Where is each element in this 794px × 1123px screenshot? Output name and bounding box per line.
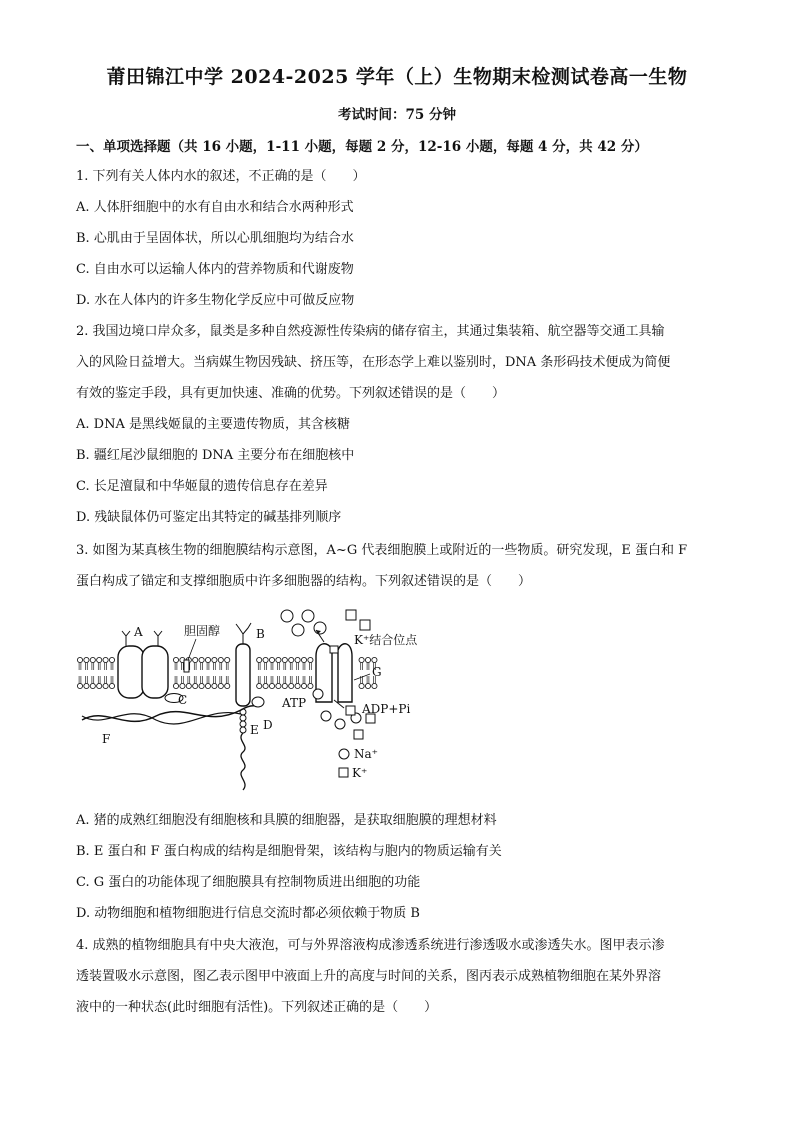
lipid-head-outer xyxy=(269,657,274,670)
lipid-head-outer xyxy=(301,657,306,670)
lipid-head-outer xyxy=(225,657,230,670)
label-f: F xyxy=(102,732,111,746)
lipid-head-inner xyxy=(276,676,281,689)
lipid-head-outer xyxy=(97,657,102,670)
lipid-head-outer xyxy=(289,657,294,670)
q3-stem-line1: 3. 如图为某真核生物的细胞膜结构示意图，A~G 代表细胞膜上或附近的一些物质。研究发现，E 蛋白和 F xyxy=(76,543,688,558)
lipid-head-outer xyxy=(103,657,108,670)
lipid-head-outer xyxy=(295,657,300,670)
label-k: K⁺ xyxy=(352,766,368,780)
lipid-head-inner xyxy=(295,676,300,689)
label-g: G xyxy=(372,665,382,679)
lipid-head-outer xyxy=(173,657,178,670)
q3-option-d: D. 动物细胞和植物细胞进行信息交流时都必须依赖于物质 B xyxy=(76,906,420,921)
lipid-head-inner xyxy=(282,676,287,689)
lipid-head-inner xyxy=(173,676,178,689)
label-atp: ATP xyxy=(282,696,307,710)
q1-option-d: D. 水在人体内的许多生物化学反应中可做反应物 xyxy=(76,293,355,308)
label-cholesterol: 胆固醇 xyxy=(184,624,221,638)
q2-option-c: C. 长足澶鼠和中华姬鼠的遗传信息存在差异 xyxy=(76,479,328,494)
label-c: C xyxy=(178,693,188,707)
lipid-head-outer xyxy=(84,657,89,670)
protein-a xyxy=(118,631,168,698)
q3-option-c: C. G 蛋白的功能体现了细胞膜具有控制物质进出细胞的功能 xyxy=(76,875,421,890)
lipid-head-inner xyxy=(84,676,89,689)
q4-stem-line2: 透装置吸水示意图，图乙表示图甲中液面上升的高度与时间的关系，图丙表示成熟植物细胞在某外界溶 xyxy=(76,969,662,984)
lipid-head-inner xyxy=(77,676,82,689)
lipid-head-inner xyxy=(205,676,210,689)
protein-b xyxy=(236,623,251,706)
label-e: E xyxy=(250,723,259,737)
lipid-head-inner xyxy=(269,676,274,689)
lipid-head-outer xyxy=(257,657,262,670)
lipid-head-inner xyxy=(90,676,95,689)
lipid-head-inner xyxy=(97,676,102,689)
q2-option-a: A. DNA 是黑线姬鼠的主要遗传物质，其含核糖 xyxy=(76,417,350,432)
q2-stem-line1: 2. 我国边境口岸众多，鼠类是多种自然疫源性传染病的储存宿主，其通过集装箱、航空器等交通工具输 xyxy=(76,324,665,339)
lipid-head-outer xyxy=(109,657,114,670)
lipid-head-outer xyxy=(205,657,210,670)
lipid-head-inner xyxy=(186,676,191,689)
protein-d xyxy=(252,697,264,707)
lipid-head-outer xyxy=(282,657,287,670)
label-d: D xyxy=(263,718,273,732)
q4-stem-line1: 4. 成熟的植物细胞具有中央大液泡，可与外界溶液构成渗透系统进行渗透吸水或渗透失水。图甲表示渗 xyxy=(76,938,665,953)
lipid-head-inner xyxy=(365,676,370,689)
lipid-head-inner xyxy=(225,676,230,689)
lipid-head-inner xyxy=(180,676,185,689)
q3-stem-line2: 蛋白构成了锚定和支撑细胞质中许多细胞器的结构。下列叙述错误的是（ ） xyxy=(76,574,532,589)
lipid-head-inner xyxy=(218,676,223,689)
q2-option-d: D. 残缺鼠体仍可鉴定出其特定的碱基排列顺序 xyxy=(76,510,342,525)
label-a: A xyxy=(134,625,143,639)
lipid-head-inner xyxy=(301,676,306,689)
lipid-head-outer xyxy=(276,657,281,670)
lipid-head-inner xyxy=(109,676,114,689)
exam-time: 考试时间：75 分钟 xyxy=(338,107,456,123)
lipid-head-outer xyxy=(263,657,268,670)
q2-stem-line2: 入的风险日益增大。当病媒生物因残缺、挤压等，在形态学上难以鉴别时，DNA 条形码技术便成为简便 xyxy=(76,355,671,370)
q1-option-b: B. 心肌由于呈固体状，所以心肌细胞均为结合水 xyxy=(76,231,354,246)
lipid-head-inner xyxy=(257,676,262,689)
lipid-head-inner xyxy=(199,676,204,689)
q1-option-c: C. 自由水可以运输人体内的营养物质和代谢废物 xyxy=(76,262,354,277)
lipid-head-outer xyxy=(359,657,364,670)
lipid-head-outer xyxy=(365,657,370,670)
cell-membrane-diagram xyxy=(76,602,456,797)
lipid-head-inner xyxy=(212,676,217,689)
q3-option-a: A. 猪的成熟红细胞没有细胞核和具膜的细胞器，是获取细胞膜的理想材料 xyxy=(76,813,497,828)
q1-option-a: A. 人体肝细胞中的水有自由水和结合水两种形式 xyxy=(76,200,354,215)
protein-g-pump xyxy=(313,644,352,702)
lipid-head-outer xyxy=(90,657,95,670)
q2-option-b: B. 疆红尾沙鼠细胞的 DNA 主要分布在细胞核中 xyxy=(76,448,355,463)
lipid-head-outer xyxy=(212,657,217,670)
section-title: 一、单项选择题（共 16 小题，1-11 小题，每题 2 分，12-16 小题，每题 4 分，共 42 分） xyxy=(76,139,648,155)
lipid-head-outer xyxy=(193,657,198,670)
lipid-head-inner xyxy=(193,676,198,689)
protein-e-chain xyxy=(240,709,246,790)
q1-stem: 1. 下列有关人体内水的叙述，不正确的是（ ） xyxy=(76,169,366,184)
exam-title: 莆田锦江中学 2024-2025 学年（上）生物期末检测试卷高一生物 xyxy=(106,66,688,88)
q2-stem-line3: 有效的鉴定手段，具有更加快速、准确的优势。下列叙述错误的是（ ） xyxy=(76,386,506,401)
cholesterol-molecule xyxy=(184,660,189,672)
q3-option-b: B. E 蛋白和 F 蛋白构成的结构是细胞骨架，该结构与胞内的物质运输有关 xyxy=(76,844,502,859)
lipid-head-inner xyxy=(289,676,294,689)
label-adp-pi: ADP+Pi xyxy=(362,702,411,716)
label-b: B xyxy=(256,627,265,641)
label-k-binding-site: K⁺结合位点 xyxy=(354,633,418,647)
q4-stem-line3: 液中的一种状态(此时细胞有活性)。下列叙述正确的是（ ） xyxy=(76,1000,438,1015)
lipid-head-outer xyxy=(218,657,223,670)
lipid-head-outer xyxy=(77,657,82,670)
label-na: Na⁺ xyxy=(354,747,378,761)
lipid-head-outer xyxy=(308,657,313,670)
lipid-head-inner xyxy=(103,676,108,689)
lipid-head-inner xyxy=(263,676,268,689)
lipid-head-inner xyxy=(308,676,313,689)
lipid-head-outer xyxy=(199,657,204,670)
